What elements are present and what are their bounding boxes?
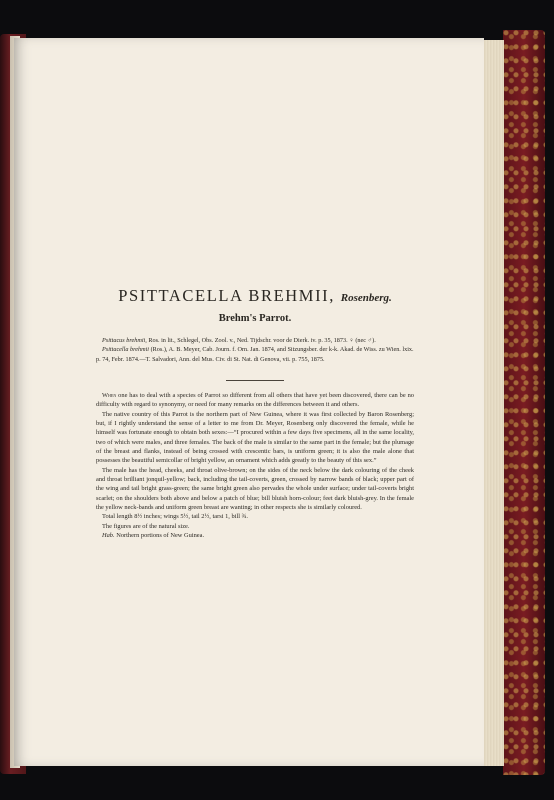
habitat	[96, 531, 414, 540]
synonym-entry	[96, 336, 414, 345]
species-name: PSITTACELLA BREHMII,	[118, 286, 335, 305]
page-title	[96, 286, 414, 306]
book-page	[14, 38, 484, 766]
lead-word: When	[102, 392, 117, 399]
paragraph-text: one has to deal with a species of Parrot so different from all others that have yet been discovered, there can be no difficulty with regard to synonymy, or need for many remarks on the differences between it and others.	[96, 392, 414, 409]
common-name: Brehm's Parrot.	[218, 313, 292, 324]
habitat-text: Northern portions of New Guinea.	[114, 532, 205, 540]
species-author: Rosenberg.	[340, 292, 392, 304]
synonym-reference: Ros. in lit., Schlegel, Obs. Zool. v., Ned. Tijdschr. voor de Dierk. iv. p. 35, 1873. ♀ (nec ♂).	[146, 337, 376, 344]
paragraph: The native country of this Parrot is the northern part of New Guinea, where it was first collected by Baron Rosenberg; but, if I rightly understand the sense of a letter to me from Dr. Meyer, Rosenberg only discovered the female, while he himself was fortunate enough to obtain both sexes:—“I procured within a few days five specimens, all in the same locality, two of which were males, and three females. The back of the male is similar to the same part in the female; but the plumage of the breast and flanks, instead of being crossed with crescentic bars, is uniform green; it is also the male alone that possesses the beautiful semicollar of bright yellow, an ornament which adds greatly to the beauty of this sex.”	[96, 410, 414, 465]
synonym-name: Psittacus brehmii,	[102, 337, 147, 344]
paragraph	[96, 391, 414, 410]
book-cover-right	[503, 30, 545, 775]
paragraph: The male has the head, cheeks, and throat olive-brown; on the sides of the neck below the dark colouring of the cheek and throat brilliant jonquil-yellow; back, including the tail-coverts, green, crossed by narrow bands of black; upper part of the wing and tail bright grass-green; the same bright green also pervades the whole under surface; under tail-coverts bright scarlet; on the shoulders both above and below a patch of blue; bill bluish horn-colour; feet dark bluish-grey. In the female the yellow neck-bands and uniform green breast are wanting; in other respects she is similarly coloured.	[96, 466, 414, 512]
body-text	[96, 391, 414, 541]
measurements: Total length 8½ inches; wings 5½, tail 2½, tarsi 1, bill ¾.	[102, 513, 248, 521]
synonym-reference: (Ros.), A. B. Meyer, Cab. Journ. f. Orn. Jan. 1874, and Sitzungsber. der k-k. Akad. de Wiss. zu Wien. lxix. p. 74, Febr. 1874.—T. Salvadori, Ann. del Mus. Civ. di St. Nat. di Genova, vii. p. 755, 1875.	[96, 346, 414, 363]
synonym-name: Psittacella brehmii	[102, 346, 150, 354]
page-edges	[484, 40, 504, 766]
figures-note: The figures are of the natural size.	[102, 522, 190, 530]
synonym-entry	[96, 345, 414, 364]
habitat-label: Hab.	[102, 532, 115, 540]
divider-rule	[226, 380, 284, 381]
synonymy-list	[96, 336, 414, 364]
